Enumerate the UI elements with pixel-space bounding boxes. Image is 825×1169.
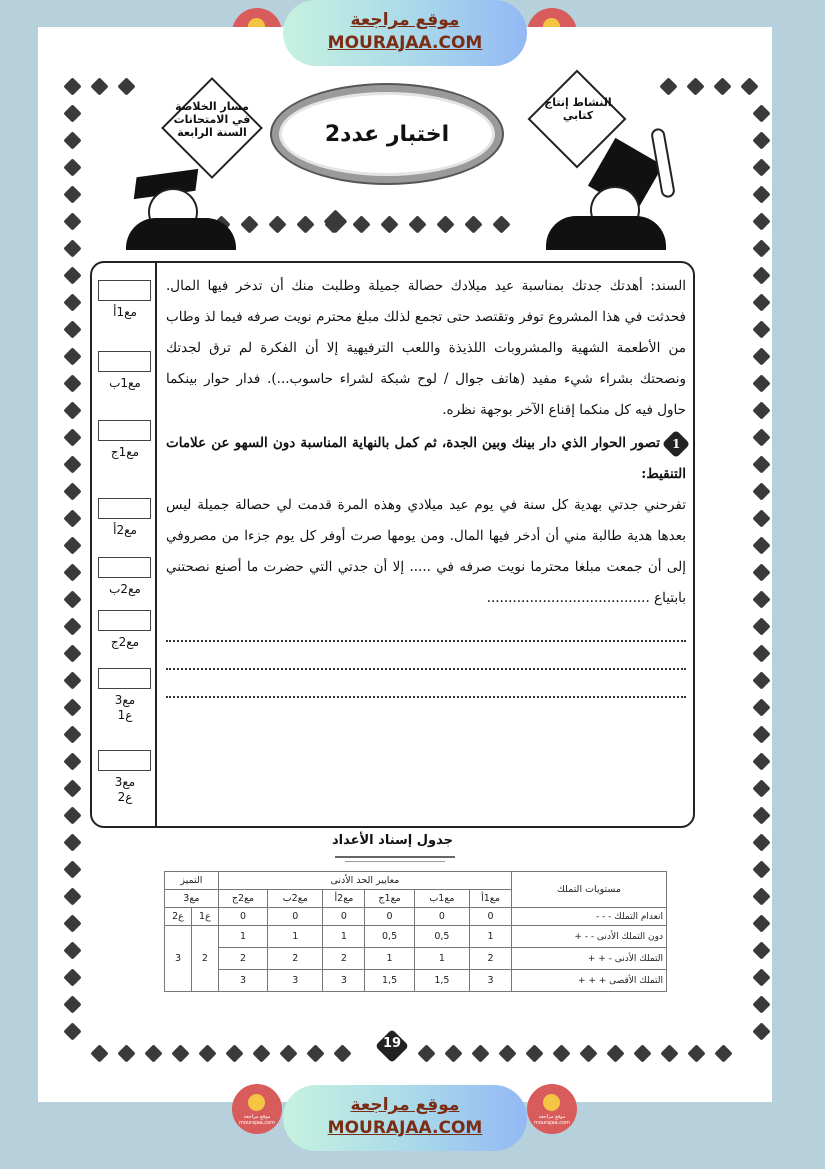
score-item-3e2 bbox=[98, 750, 152, 805]
situation-text: السند: أهدتك جدتك بمناسبة عيد ميلادك حصالة جميلة وطلبت منك أن تدخر فيها المال. فحدثت في هذا المشروع توفر وتقتصد حتى تجمع لذلك مبلغ محترم نويت صرفه فيما لذ وطاب من الأطعمة الشهية والمشروبات اللذيذة واللعب الترفيهية إلا أن الفكرة لم ترق لجدتك ونصحتك بشراء شيء مفيد (هاتف جوال / لوح شبكة لشراء حاسوب...). فدار حوار بينكما حاول فيه كل منكما إقناع الآخر بوجهة نظره. bbox=[166, 278, 686, 418]
grading-table bbox=[164, 871, 667, 992]
table-row: التملك الأدنى - + + 2 1 1 2 2 2 bbox=[165, 948, 667, 970]
sign-text-left: مسار الخلاصة في الامتحانات السنة الرابعة bbox=[173, 100, 251, 139]
header-min-criteria: معايير الحد الأدنى bbox=[218, 872, 511, 890]
score-label: مع1ج bbox=[110, 445, 140, 459]
page-number: 19 bbox=[382, 1036, 402, 1051]
score-input[interactable] bbox=[98, 557, 151, 578]
title-underline bbox=[335, 856, 455, 858]
score-input[interactable] bbox=[98, 420, 151, 441]
score-label: مع1أ bbox=[113, 305, 137, 319]
score-label: مع2ب bbox=[109, 582, 141, 596]
table-row: انعدام التملك - - - 0 0 0 0 0 0 ع1 ع2 bbox=[165, 908, 667, 926]
score-input[interactable] bbox=[98, 750, 151, 771]
score-label: مع3 ع2 bbox=[114, 775, 136, 804]
score-label: مع1ب bbox=[109, 376, 141, 390]
score-input[interactable] bbox=[98, 668, 151, 689]
story-starter-text: تفرحني جدتي بهدية كل سنة في يوم عيد ميلادي وهذه المرة قدمت لي حصالة جميلة ليس بعدها هدية طالبة مني أن أدخر فيها المال. ومن يومها صرت أوفر كل يوم جزءا من مصروفي إلى أن جمعت مبلغا محترما نويت صرفه في ..... إلا أن جدتي التي حضرت ما أصنع نصحتني بابتياع ...................................... bbox=[166, 497, 686, 606]
col-header-excellence-group: مع3 bbox=[165, 890, 219, 908]
badge-caption: موقع مراجعة mourajaa.com bbox=[238, 1114, 275, 1126]
grading-table-title: جدول إسناد الأعداد bbox=[331, 833, 454, 848]
score-input[interactable] bbox=[98, 498, 151, 519]
book-logo-icon bbox=[248, 1094, 265, 1111]
badge-caption: موقع مراجعة mourajaa.com bbox=[533, 1114, 570, 1126]
score-input[interactable] bbox=[98, 610, 151, 631]
table-row: التملك الأقصى + + + 3 1,5 1,5 3 3 3 bbox=[165, 970, 667, 992]
table-row: دون التملك الأدنى - - + 1 0,5 0,5 1 1 1 2 3 bbox=[165, 926, 667, 948]
answer-line-2[interactable] bbox=[166, 642, 686, 670]
score-column bbox=[92, 263, 157, 826]
exercise-box bbox=[90, 261, 695, 828]
site-name-arabic[interactable]: موقع مراجعة bbox=[350, 10, 460, 30]
site-name-latin[interactable]: MOURAJAA.COM bbox=[327, 1118, 483, 1138]
header-levels: مستويات التملك bbox=[512, 872, 667, 908]
col-header: مع1أ bbox=[470, 890, 512, 908]
score-input[interactable] bbox=[98, 351, 151, 372]
site-name-arabic[interactable]: موقع مراجعة bbox=[350, 1095, 460, 1115]
question-number-badge: 1 bbox=[662, 429, 690, 457]
exam-title: اختبار عدد2 bbox=[272, 85, 502, 183]
graduate-gown-left bbox=[126, 218, 236, 250]
col-header: مع1ب bbox=[414, 890, 469, 908]
score-item-2a bbox=[98, 498, 152, 538]
graduate-cartoon-right bbox=[528, 78, 688, 250]
exercise-text bbox=[166, 271, 686, 698]
score-item-1c bbox=[98, 420, 152, 460]
score-label: مع2ج bbox=[110, 635, 140, 649]
col-header: مع2أ bbox=[323, 890, 365, 908]
answer-line-1[interactable] bbox=[166, 614, 686, 642]
graduate-gown-right bbox=[546, 216, 666, 250]
score-label: مع3 ع1 bbox=[114, 693, 136, 722]
book-logo-icon bbox=[543, 1094, 560, 1111]
question-1 bbox=[166, 428, 686, 490]
question-text: تصور الحوار الذي دار بينك وبين الجدة، ثم كمل بالنهاية المناسبة دون السهو عن علامات التنقيط: bbox=[166, 435, 686, 482]
score-label: مع2أ bbox=[113, 523, 137, 537]
site-banner-top[interactable] bbox=[283, 0, 527, 66]
score-item-2b bbox=[98, 557, 152, 597]
sign-text-right: النشاط إنتاج كتابي bbox=[544, 96, 612, 122]
score-item-1b bbox=[98, 351, 152, 391]
score-item-2c bbox=[98, 610, 152, 650]
header-excellence: التميز bbox=[165, 872, 219, 890]
score-item-1a bbox=[98, 280, 152, 320]
score-input[interactable] bbox=[98, 280, 151, 301]
title-underline-secondary bbox=[345, 861, 445, 862]
watermark-badge-right bbox=[527, 1084, 577, 1134]
answer-line-3[interactable] bbox=[166, 670, 686, 698]
col-header: مع2ج bbox=[218, 890, 267, 908]
col-header: مع1ج bbox=[365, 890, 414, 908]
score-item-3e1 bbox=[98, 668, 152, 723]
watermark-badge-left bbox=[232, 1084, 282, 1134]
graduate-cartoon-left bbox=[118, 78, 268, 250]
col-header: مع2ب bbox=[268, 890, 323, 908]
site-name-latin[interactable]: MOURAJAA.COM bbox=[327, 33, 483, 53]
site-banner-bottom[interactable] bbox=[283, 1085, 527, 1151]
